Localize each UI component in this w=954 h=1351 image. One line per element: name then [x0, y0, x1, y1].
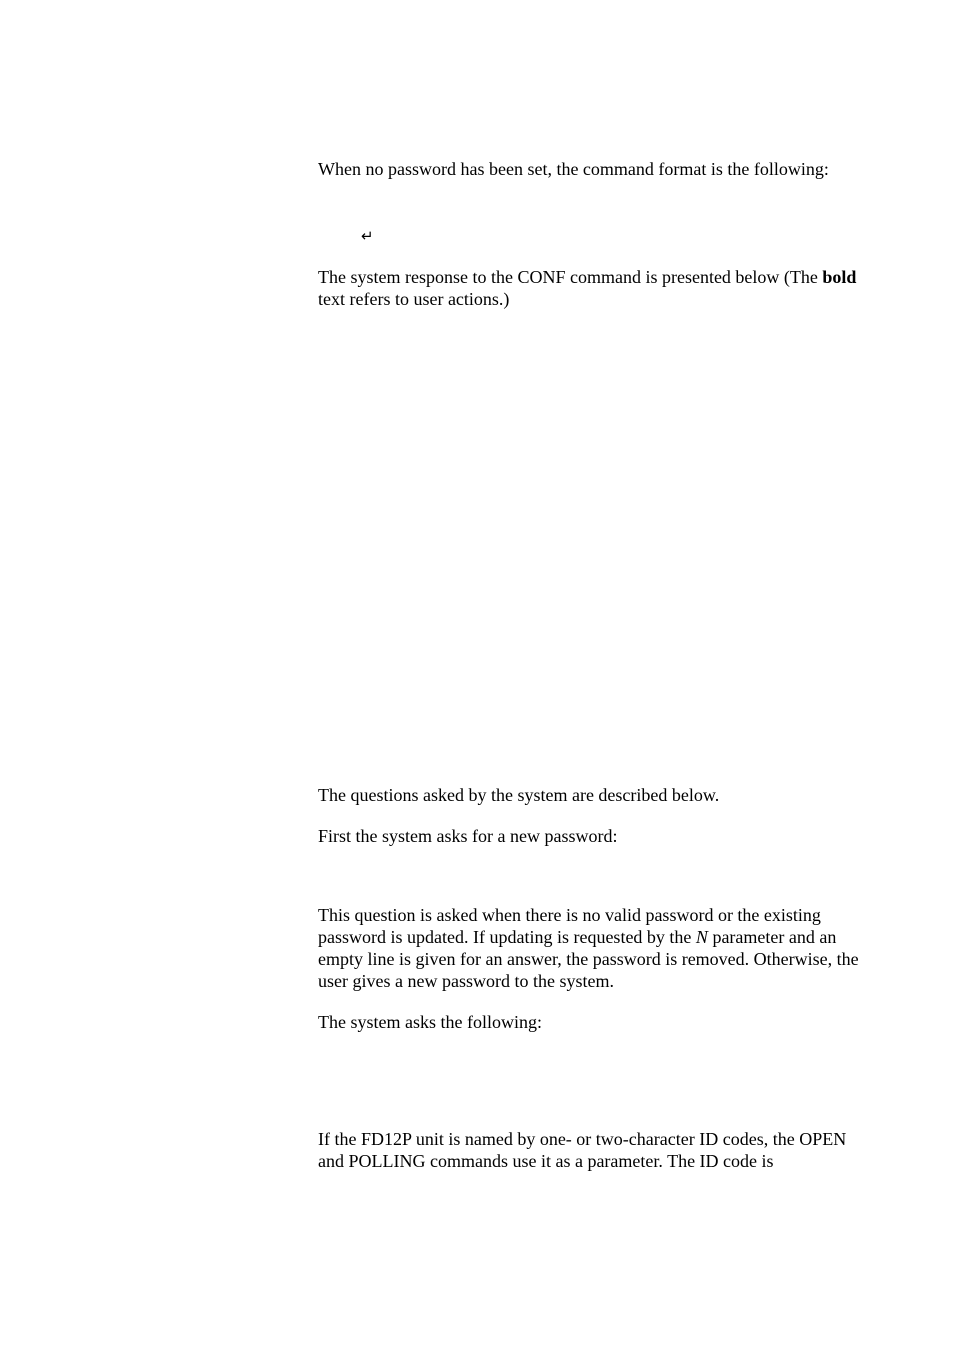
parameter-n: N — [695, 927, 708, 947]
paragraph-questions-intro: The questions asked by the system are described below. — [318, 785, 720, 805]
bold-word: bold — [822, 267, 857, 287]
paragraph-id-codes: If the FD12P unit is named by one- or two-character ID codes, the OPEN and POLLING commands use it as a parameter. The ID code is — [318, 1129, 847, 1171]
paragraph-system-asks: The system asks the following: — [318, 1012, 542, 1032]
paragraph-new-password: First the system asks for a new password: — [318, 826, 618, 846]
paragraph-password-explanation: This question is asked when there is no valid password or the existing password is updated. If updating is requested by the N parameter and an empty line is given for an answer, the password is removed. Otherwise, the user gives a new password to the system. — [318, 905, 859, 991]
paragraph-system-response: The system response to the CONF command is presented below (The bold text refers to user actions.) — [318, 267, 857, 309]
paragraph-command-format: When no password has been set, the command format is the following: — [318, 159, 829, 179]
enter-key-icon: ↵ — [361, 227, 374, 245]
